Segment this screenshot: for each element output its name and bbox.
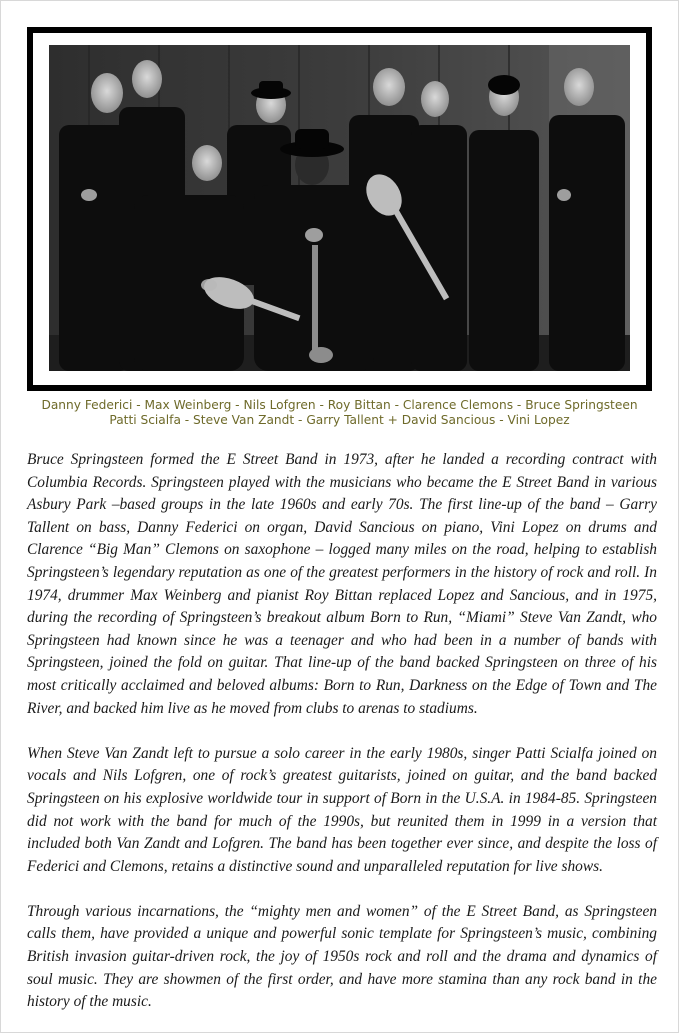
paragraph-1: Bruce Springsteen formed the E Street Band in 1973, after he landed a recording contract with Columbia Records. Springsteen played with the musicians who became the E Street Band in various Asbury Park –based groups in the late 1960s and early 70s. The first line-up of the band – Garry Tallent on bass, Danny Federici on organ, David Sancious on piano, Vini Lopez on drums and Clarence “Big Man” Clemons on saxophone – logged many miles on the road, helping to establish Springsteen’s legendary reputation as one of the greatest performers in the history of rock and roll. In 1974, drummer Max Weinberg and pianist Roy Bittan replaced Lopez and Sancious, and in 1975, during the recording of Springsteen’s breakout album Born to Run, “Miami” Steve Van Zandt, who Springsteen had known since he was a teenager and who had been in a number of bands with Springsteen, joined the fold on guitar. That line-up of the band backed Springsteen on three of his most critically acclaimed and beloved albums: Born to Run, Darkness on the Edge of Town and The River, and backed him live as he moved from clubs to arenas to stadiums. (27, 451, 657, 717)
photo-caption (0, 398, 679, 428)
caption-line-2: Patti Scialfa - Steve Van Zandt - Garry Tallent + David Sancious - Vini Lopez (109, 413, 570, 427)
paragraph-2: When Steve Van Zandt left to pursue a solo career in the early 1980s, singer Patti Scialfa joined on vocals and Nils Lofgren, one of rock’s greatest guitarists, joined on guitar, and the band backed Springsteen on his explosive worldwide tour in support of Born in the U.S.A. in 1984-85. Springsteen did not work with the band for much of the 1990s, but reunited them in 1999 in a version that included both Van Zandt and Lofgren. The band has been together ever since, and despite the loss of Federici and Clemons, retains a distinctive sound and unparalleled reputation for live shows. (27, 744, 657, 875)
caption-line-1: Danny Federici - Max Weinberg - Nils Lofgren - Roy Bittan - Clarence Clemons - Bruce Springsteen (41, 398, 638, 412)
article-body (27, 449, 657, 1036)
photo-frame (27, 27, 652, 391)
paragraph-3: Through various incarnations, the “mighty men and women” of the E Street Band, as Springsteen calls them, have provided a unique and powerful sonic template for Springsteen’s music, combining British invasion guitar-driven rock, the joy of 1950s rock and roll and the drama and dynamics of soul music. They are showmen of the first order, and have more stamina than any rock band in the history of the music. (27, 902, 657, 1011)
band-photo (49, 45, 630, 371)
